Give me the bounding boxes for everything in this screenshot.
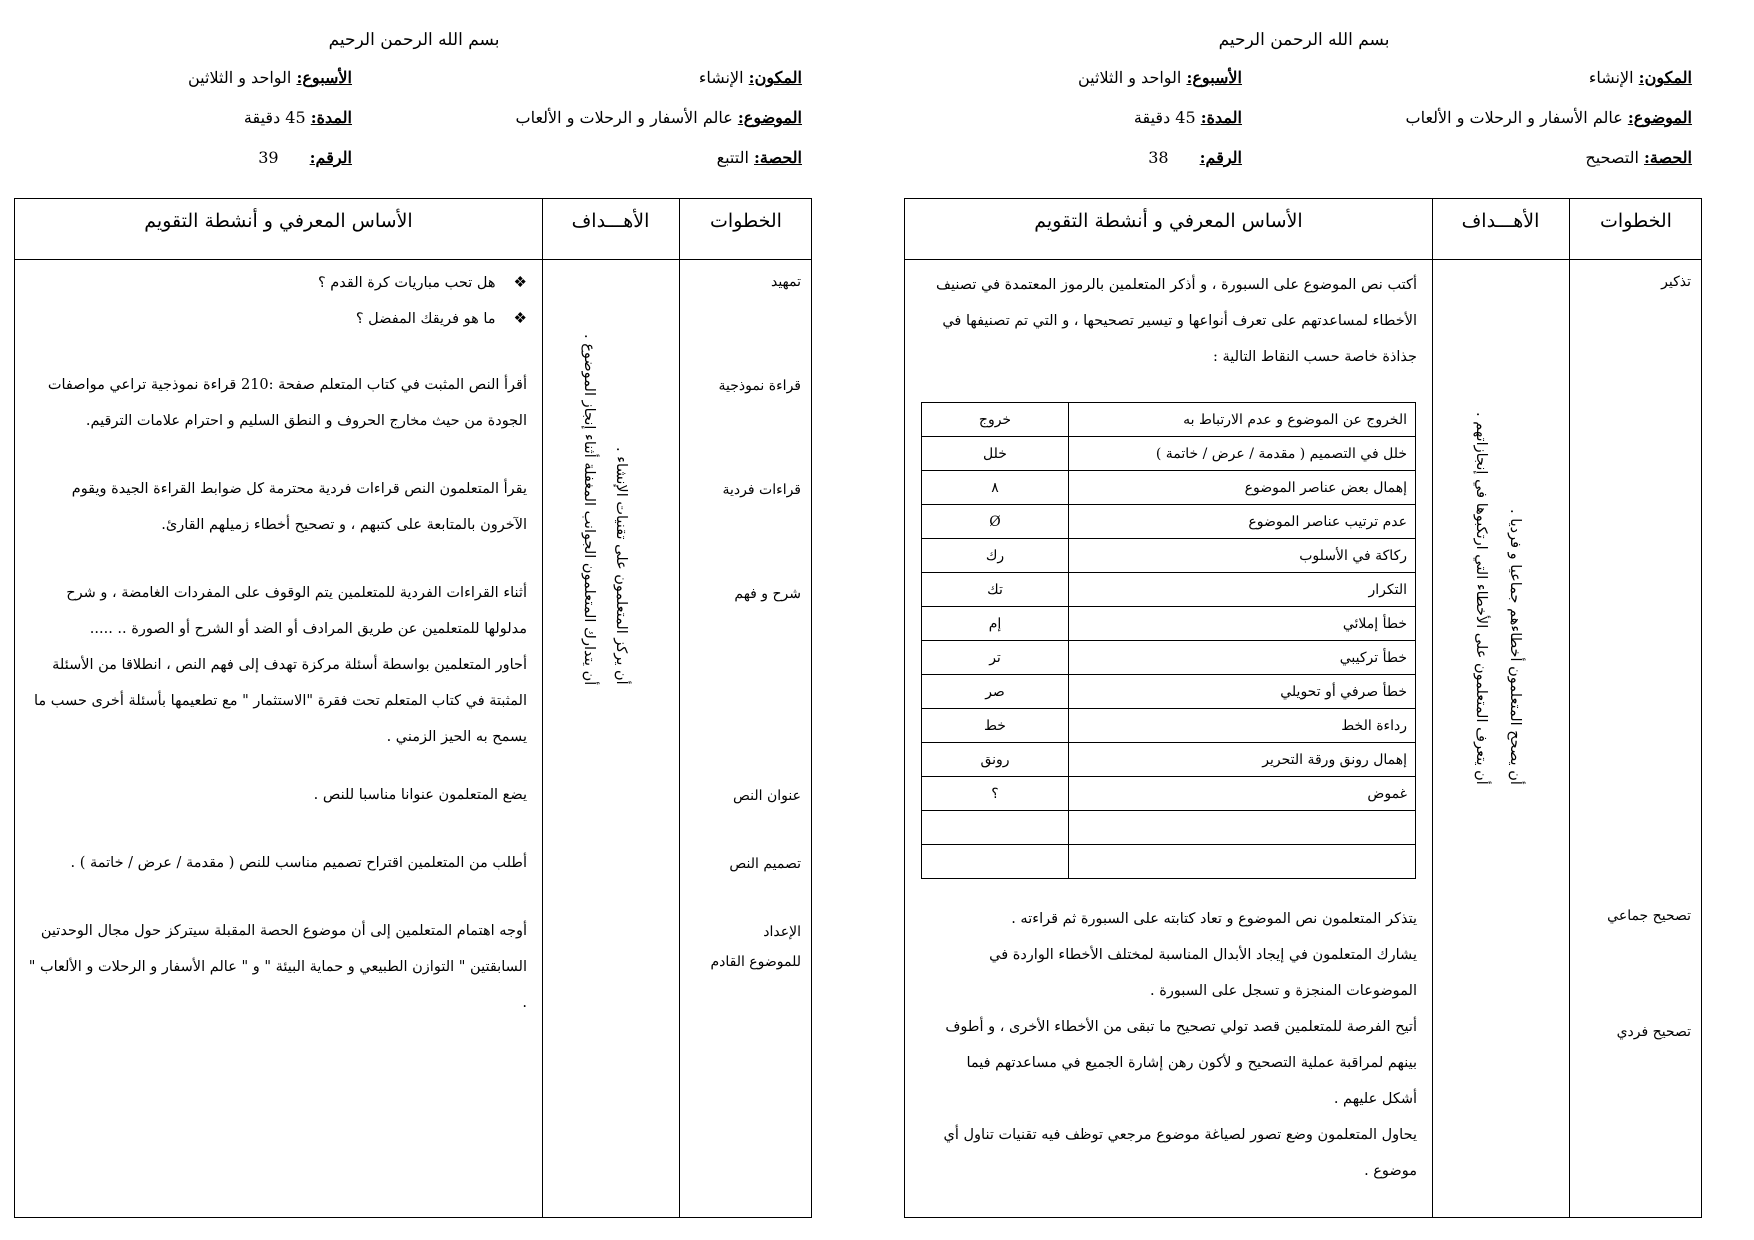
error-code-row xyxy=(922,709,1416,743)
step-explain: شرح و فهم xyxy=(734,586,801,602)
error-symbol: تك xyxy=(922,573,1069,607)
error-description xyxy=(1069,811,1416,845)
individual-reading-text: يقرأ المتعلمون النص قراءات فردية محترمة كل ضوابط القراءة الجيدة ويقوم الآخرون بالمتابعة على كتبهم ، و تصحيح أخطاء زميلهم القارئ. xyxy=(71,481,527,533)
error-code-row xyxy=(922,845,1416,879)
duration-field xyxy=(1134,108,1242,127)
number-value: 39 xyxy=(258,148,279,167)
title-text: يضع المتعلمون عنوانا مناسبا للنص . xyxy=(313,787,527,803)
error-symbol xyxy=(922,811,1069,845)
error-symbol: تر xyxy=(922,641,1069,675)
error-description: إهمال رونق ورقة التحرير xyxy=(1069,743,1416,777)
session-value: التتبع xyxy=(716,148,749,167)
topic-label: الموضوع: xyxy=(1627,108,1692,127)
number-field xyxy=(258,148,352,167)
week-field xyxy=(1078,68,1242,87)
topic-field xyxy=(516,108,802,127)
error-symbol: رك xyxy=(922,539,1069,573)
goal-2: أن يتدارك المتعلمون الجوانب المغفلة أثناء إنجاز الموضوع . xyxy=(581,333,597,685)
bullet-icon: ❖ xyxy=(513,309,527,327)
error-description: غموض xyxy=(1069,777,1416,811)
question-2: ❖ما هو فريقك المفضل ؟ xyxy=(355,309,527,327)
error-symbol: ؟ xyxy=(922,777,1069,811)
goal-1: أن يصحح المتعلمون أخطاءهم جماعيا و فرديا . xyxy=(1507,509,1523,785)
error-description: إهمال بعض عناصر الموضوع xyxy=(1069,471,1416,505)
error-codes-table xyxy=(921,402,1416,879)
step-individual-correction: تصحيح فردي xyxy=(1616,1024,1691,1040)
model-topic-text: يحاول المتعلمون وضع تصور لصياغة موضوع مرجعي توظف فيه تقنيات تناول أي موضوع . xyxy=(943,1127,1417,1179)
week-label: الأسبوع: xyxy=(296,68,352,87)
error-description: خطأ صرفي أو تحويلي xyxy=(1069,675,1416,709)
question-1: ❖هل تحب مباريات كرة القدم ؟ xyxy=(318,273,527,291)
individual-text: أتيح الفرصة للمتعلمين قصد تولي تصحيح ما تبقى من الأخطاء الأخرى ، و أطوف بينهم لمراقبة عملية التصحيح و لأكون رهن إشارة الجميع في مساعدتهم فيما أشكل عليهم . xyxy=(945,1019,1417,1107)
step-reminder: تذكير xyxy=(1661,274,1691,290)
session-value: التصحيح xyxy=(1585,148,1639,167)
duration-field xyxy=(244,108,352,127)
design-text: أطلب من المتعلمين اقتراح تصميم مناسب للنص ( مقدمة / عرض / خاتمة ) . xyxy=(70,855,527,871)
content-header: الأساس المعرفي و أنشطة التقويم xyxy=(1034,210,1303,232)
number-field xyxy=(1148,148,1242,167)
error-description: ركاكة في الأسلوب xyxy=(1069,539,1416,573)
error-code-row xyxy=(922,539,1416,573)
steps-header: الخطوات xyxy=(710,210,782,232)
step-model-reading: قراءة نموذجية xyxy=(718,378,801,394)
error-code-row xyxy=(922,505,1416,539)
content-header: الأساس المعرفي و أنشطة التقويم xyxy=(144,210,413,232)
topic-value: عالم الأسفار و الرحلات و الألعاب xyxy=(1405,108,1623,127)
number-value: 38 xyxy=(1148,148,1169,167)
error-code-row xyxy=(922,403,1416,437)
explain-text-1: أثناء القراءات الفردية للمتعلمين يتم الوقوف على المفردات الغامضة ، و شرح مدلولها للمتعلمين عن طريق المرادف أو الضد أو الشرح أو الصورة .. ..... xyxy=(66,585,527,637)
error-code-row xyxy=(922,811,1416,845)
participate-text: يشارك المتعلمون في إيجاد الأبدال المناسبة لمختلف الأخطاء الواردة في الموضوعات المنجزة و تسجل على السبورة . xyxy=(989,947,1417,999)
error-symbol: خروج xyxy=(922,403,1069,437)
error-symbol xyxy=(922,845,1069,879)
session-label: الحصة: xyxy=(1643,148,1692,167)
error-code-row xyxy=(922,607,1416,641)
error-code-row xyxy=(922,471,1416,505)
error-symbol: Ø xyxy=(922,505,1069,539)
error-symbol: ٨ xyxy=(922,471,1069,505)
goals-header: الأهـــداف xyxy=(571,210,650,232)
error-code-row xyxy=(922,437,1416,471)
basmala: بسم الله الرحمن الرحيم xyxy=(1218,30,1390,50)
component-field xyxy=(699,68,802,87)
error-symbol: خط xyxy=(922,709,1069,743)
error-description: عدم ترتيب عناصر الموضوع xyxy=(1069,505,1416,539)
prepare-text: أوجه اهتمام المتعلمين إلى أن موضوع الحصة المقبلة سيتركز حول مجال الوحدتين السابقتين " التوازن الطبيعي و حماية البيئة " و " عالم الأسفار و الرحلات و الألعاب " . xyxy=(28,923,527,1011)
lesson-sheet-39 xyxy=(14,0,814,1240)
error-description: خلل في التصميم ( مقدمة / عرض / خاتمة ) xyxy=(1069,437,1416,471)
duration-label: المدة: xyxy=(310,108,352,127)
week-value: الواحد و الثلاثين xyxy=(1078,68,1182,87)
step-collective-correction: تصحيح جماعي xyxy=(1607,908,1691,924)
number-label: الرقم: xyxy=(309,148,352,167)
component-field xyxy=(1589,68,1692,87)
step-prepare: الإعداد xyxy=(763,924,801,940)
explain-text-2: أحاور المتعلمين بواسطة أسئلة مركزة تهدف إلى فهم النص ، انطلاقا من الأسئلة المثبتة في كتاب المتعلم تحت فقرة "الاستثمار " مع تطعيمها بأسئلة أخرى حسب ما يسمح به الحيز الزمني . xyxy=(34,657,527,745)
error-code-row xyxy=(922,675,1416,709)
lesson-table xyxy=(14,198,812,1218)
step-individual-reading: قراءات فردية xyxy=(722,482,801,498)
component-value: الإنشاء xyxy=(698,68,744,87)
error-description: خطأ تركيبي xyxy=(1069,641,1416,675)
error-description xyxy=(1069,845,1416,879)
session-field xyxy=(1585,148,1692,167)
lesson-sheet-38 xyxy=(904,0,1704,1240)
component-label: المكون: xyxy=(748,68,802,87)
error-description: التكرار xyxy=(1069,573,1416,607)
step-intro: تمهيد xyxy=(770,274,801,290)
goal-2: أن يتعرف المتعلمون على الأخطاء التي ارتكبوها في إنجازاتهم . xyxy=(1473,412,1489,785)
step-text-design: تصميم النص xyxy=(729,856,801,872)
error-symbol: خلل xyxy=(922,437,1069,471)
lesson-table xyxy=(904,198,1702,1218)
error-symbol: صر xyxy=(922,675,1069,709)
error-symbol: رونق xyxy=(922,743,1069,777)
error-description: الخروج عن الموضوع و عدم الارتباط به xyxy=(1069,403,1416,437)
goal-1: أن يركز المتعلمون على تقنيات الإنشاء . xyxy=(613,447,629,685)
error-symbol: إم xyxy=(922,607,1069,641)
duration-value: 45 دقيقة xyxy=(243,108,306,127)
step-next-topic: للموضوع القادم xyxy=(710,954,801,970)
step-text-title: عنوان النص xyxy=(733,788,801,804)
component-value: الإنشاء xyxy=(1588,68,1634,87)
error-code-row xyxy=(922,777,1416,811)
topic-label: الموضوع: xyxy=(737,108,802,127)
topic-field xyxy=(1406,108,1692,127)
error-code-row xyxy=(922,641,1416,675)
error-code-row xyxy=(922,743,1416,777)
error-description: رداءة الخط xyxy=(1069,709,1416,743)
duration-value: 45 دقيقة xyxy=(1133,108,1196,127)
error-code-row xyxy=(922,573,1416,607)
week-label: الأسبوع: xyxy=(1186,68,1242,87)
collective-text: يتذكر المتعلمون نص الموضوع و تعاد كتابته على السبورة ثم قراءته . xyxy=(1011,911,1417,927)
number-label: الرقم: xyxy=(1199,148,1242,167)
basmala: بسم الله الرحمن الرحيم xyxy=(328,30,500,50)
session-label: الحصة: xyxy=(753,148,802,167)
steps-header: الخطوات xyxy=(1600,210,1672,232)
duration-label: المدة: xyxy=(1200,108,1242,127)
error-description: خطأ إملائي xyxy=(1069,607,1416,641)
week-field xyxy=(188,68,352,87)
week-value: الواحد و الثلاثين xyxy=(188,68,292,87)
reminder-text: أكتب نص الموضوع على السبورة ، و أذكر المتعلمين بالرموز المعتمدة في تصنيف الأخطاء لمساعدتهم على تعرف أنواعها و تيسير تصحيحها ، و التي تم تصنيفها في جذاذة خاصة حسب النقاط التالية : xyxy=(936,277,1417,365)
model-reading-text: أقرأ النص المثبت في كتاب المتعلم صفحة :210 قراءة نموذجية تراعي مواصفات الجودة من حيث مخارج الحروف و النطق السليم و احترام علامات الترقيم. xyxy=(47,377,527,429)
topic-value: عالم الأسفار و الرحلات و الألعاب xyxy=(515,108,733,127)
goals-header: الأهـــداف xyxy=(1461,210,1540,232)
bullet-icon: ❖ xyxy=(513,273,527,291)
component-label: المكون: xyxy=(1638,68,1692,87)
session-field xyxy=(717,148,802,167)
